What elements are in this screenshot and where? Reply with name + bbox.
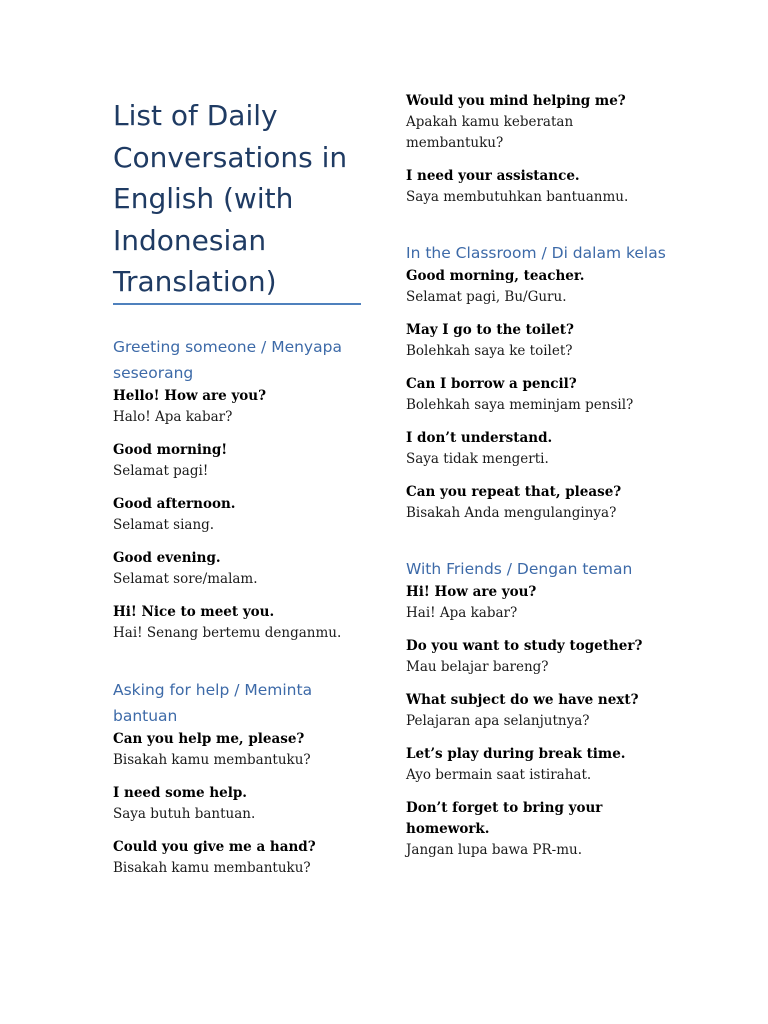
section-greeting: [113, 334, 363, 656]
english-phrase: Can you repeat that, please?: [406, 484, 622, 500]
indonesian-translation: Bolehkah saya ke toilet?: [406, 343, 573, 359]
english-phrase: Can I borrow a pencil?: [406, 376, 577, 392]
list-item: [113, 494, 363, 536]
indonesian-translation: Selamat pagi!: [113, 463, 209, 479]
english-phrase: Good afternoon.: [113, 496, 236, 512]
indonesian-translation: Apakah kamu keberatan membantuku?: [406, 114, 574, 151]
list-item: [113, 783, 363, 825]
list-item: [113, 837, 363, 879]
section-classroom: [406, 240, 666, 536]
list-item: [406, 166, 666, 208]
list-item: [406, 266, 666, 308]
section-asking-help-continued: [406, 91, 666, 220]
english-phrase: I need your assistance.: [406, 168, 580, 184]
list-item: [406, 636, 666, 678]
indonesian-translation: Saya butuh bantuan.: [113, 806, 256, 822]
english-phrase: Good evening.: [113, 550, 221, 566]
indonesian-translation: Pelajaran apa selanjutnya?: [406, 713, 590, 729]
english-phrase: Don’t forget to bring your homework.: [406, 800, 603, 837]
english-phrase: Would you mind helping me?: [406, 93, 626, 109]
indonesian-translation: Jangan lupa bawa PR-mu.: [406, 842, 583, 858]
indonesian-translation: Selamat sore/malam.: [113, 571, 258, 587]
indonesian-translation: Selamat pagi, Bu/Guru.: [406, 289, 567, 305]
english-phrase: Hello! How are you?: [113, 388, 267, 404]
english-phrase: May I go to the toilet?: [406, 322, 574, 338]
indonesian-translation: Mau belajar bareng?: [406, 659, 549, 675]
list-item: [406, 744, 666, 786]
list-item: [113, 440, 363, 482]
english-phrase: What subject do we have next?: [406, 692, 639, 708]
indonesian-translation: Hai! Apa kabar?: [406, 605, 518, 621]
indonesian-translation: Saya tidak mengerti.: [406, 451, 549, 467]
section-heading: Asking for help / Meminta bantuan: [113, 681, 313, 725]
list-item: [406, 798, 666, 861]
indonesian-translation: Saya membutuhkan bantuanmu.: [406, 189, 629, 205]
list-item: [113, 602, 363, 644]
english-phrase: Good morning, teacher.: [406, 268, 585, 284]
list-item: [113, 548, 363, 590]
english-phrase: Good morning!: [113, 442, 228, 458]
english-phrase: Let’s play during break time.: [406, 746, 626, 762]
list-item: [406, 374, 666, 416]
indonesian-translation: Halo! Apa kabar?: [113, 409, 233, 425]
section-asking-help: [113, 677, 363, 891]
list-item: [406, 320, 666, 362]
english-phrase: Could you give me a hand?: [113, 839, 316, 855]
section-heading: With Friends / Dengan teman: [406, 560, 633, 578]
english-phrase: Hi! Nice to meet you.: [113, 604, 275, 620]
indonesian-translation: Ayo bermain saat istirahat.: [406, 767, 592, 783]
list-item: [113, 386, 363, 428]
indonesian-translation: Bolehkah saya meminjam pensil?: [406, 397, 634, 413]
section-with-friends: [406, 556, 666, 873]
list-item: [406, 428, 666, 470]
english-phrase: Can you help me, please?: [113, 731, 305, 747]
english-phrase: I don’t understand.: [406, 430, 553, 446]
indonesian-translation: Bisakah kamu membantuku?: [113, 860, 311, 876]
list-item: [406, 690, 666, 732]
list-item: [406, 482, 666, 524]
indonesian-translation: Bisakah kamu membantuku?: [113, 752, 311, 768]
title-underline: [113, 303, 361, 305]
english-phrase: I need some help.: [113, 785, 247, 801]
section-heading: Greeting someone / Menyapa seseorang: [113, 338, 342, 382]
indonesian-translation: Hai! Senang bertemu denganmu.: [113, 625, 342, 641]
section-heading: In the Classroom / Di dalam kelas: [406, 244, 666, 262]
list-item: [113, 729, 363, 771]
list-item: [406, 91, 666, 154]
list-item: [406, 582, 666, 624]
indonesian-translation: Selamat siang.: [113, 517, 215, 533]
indonesian-translation: Bisakah Anda mengulanginya?: [406, 505, 617, 521]
document-title: List of Daily Conversations in English (with Indonesian Translation): [113, 99, 348, 298]
english-phrase: Do you want to study together?: [406, 638, 643, 654]
english-phrase: Hi! How are you?: [406, 584, 537, 600]
